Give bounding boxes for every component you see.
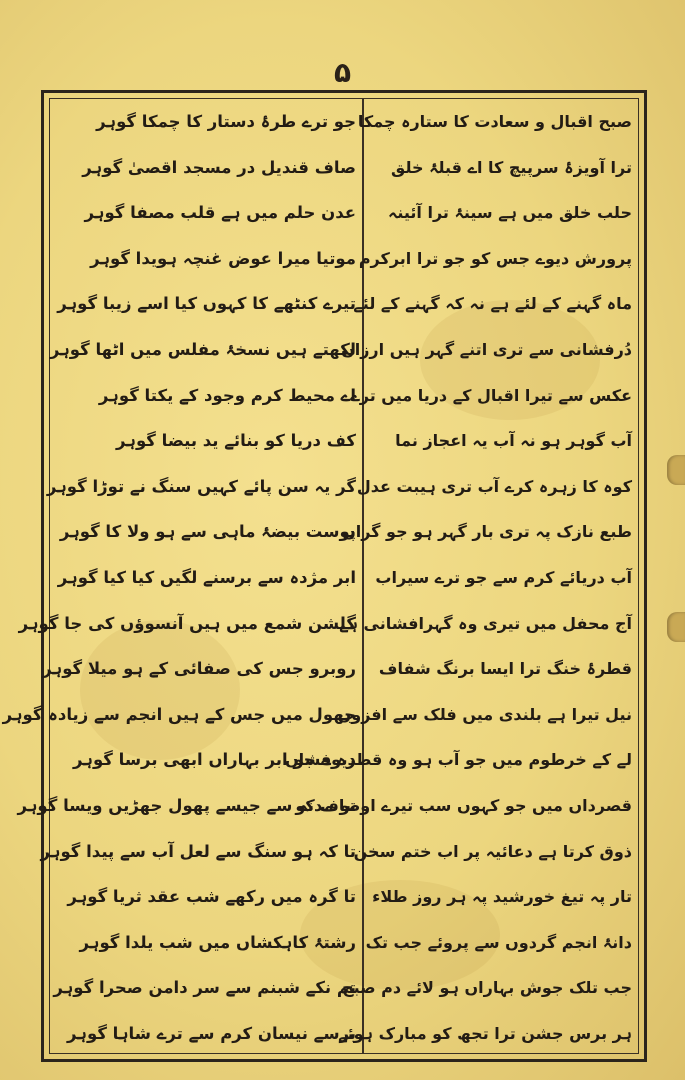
verse-line: جو ترے طرۂ دستار کا چمکا گوہر bbox=[96, 112, 356, 131]
verse-line: تیرے کنٹھے کا کہوں کیا اسے زیبا گوہر bbox=[57, 294, 356, 314]
verse-line: تم نکے شبنم سے سر دامن صحرا گوہر bbox=[53, 978, 356, 998]
binding-notch bbox=[667, 612, 685, 642]
right-verse-column bbox=[284, 108, 632, 1048]
verse-line: تو مدنہ سے جیسے پھول جھڑیں ویسا گوہر bbox=[17, 795, 356, 815]
verse-line: برسے نیسان کرم سے ترے شاہا گوہر bbox=[67, 1023, 356, 1043]
verse-line: تار پہ تیغ خورشید پہ ہر روز طلاء bbox=[372, 887, 632, 907]
verse-line: قصرداں میں جو کہوں سب تیرے اوصاف کو bbox=[295, 795, 632, 815]
verse-line: قطرۂ خنگ ترا ایسا برنگ شفاف bbox=[378, 659, 632, 679]
verse-line: ابر مژدہ سے برسنے لگیں کیا کیا گوہر bbox=[57, 567, 356, 587]
verse-line: آب گوہر ہو نہ آب یہ اعجاز نما bbox=[395, 431, 632, 451]
verse-line: گلشن شمع میں ہیں آنسوؤں کی جا گوہر bbox=[18, 613, 356, 633]
verse-line: عدن حلم میں ہے قلب مصفا گوہر bbox=[84, 203, 356, 223]
verse-line: نیل تیرا ہے بلندی میں فلک سے افزوں bbox=[337, 704, 632, 724]
verse-line: ترا آویزۂ سرپیچ کا اے قبلۂ خلق bbox=[391, 157, 632, 177]
verse-line: آج محفل میں تیری وہ گہرافشانی ہے bbox=[339, 613, 632, 633]
verse-line: پرورش دیوے جس کو جو ترا ابرکرم bbox=[358, 248, 632, 268]
verse-line: عکس سے تیرا اقبال کے دریا میں ترے bbox=[350, 385, 632, 405]
verse-line: دیوے جو ابر بہاراں ابھی برسا گوہر bbox=[73, 750, 356, 770]
column-divider bbox=[362, 98, 364, 1054]
verse-line: دانۂ انجم گردوں سے پروئے جب تک bbox=[365, 932, 632, 952]
verse-line: روبرو جس کی صفائی کے ہو میلا گوہر bbox=[42, 659, 356, 679]
verse-line: موتیا میرا عوض غنچہ ہویدا گوہر bbox=[90, 248, 356, 268]
verse-line: ذوق کرتا ہے دعائیہ پر اب ختم سخن bbox=[353, 841, 632, 861]
verse-line: ہر برس جشن ترا تجھ کو مبارک ہوئے bbox=[338, 1023, 632, 1043]
verse-line: جھول میں جس کے ہیں انجم سے زیادہ گوہر bbox=[2, 704, 356, 724]
verse-line: صبح اقبال و سعادت کا ستارہ چمکا bbox=[357, 112, 632, 131]
verse-line: کف دریا کو بنائے ید بیضا گوہر bbox=[116, 431, 356, 451]
verse-line: تا کہ ہو سنگ سے لعل آب سے پیدا گوہر bbox=[40, 841, 356, 861]
verse-line: اے محیط کرم وجود کے یکتا گوہر bbox=[98, 385, 356, 405]
verse-line: پوست بیضۂ ماہی سے ہو ولا کا گوہر bbox=[59, 522, 356, 542]
verse-line: صاف قندیل در مسجد اقصیٰ گوہر bbox=[82, 157, 356, 177]
verse-line: ماہ گہنے کے لئے ہے نہ کہ گہنے کے لئے bbox=[353, 294, 632, 314]
verse-line: آب دریائے کرم سے جو ترے سیراب bbox=[375, 567, 632, 587]
verse-line: لے کے خرطوم میں جو آب ہو وہ قطرہ فشاں bbox=[284, 750, 632, 770]
page-number: ۵ bbox=[333, 56, 352, 89]
binding-notch bbox=[667, 455, 685, 485]
left-verse-column bbox=[2, 108, 356, 1048]
verse-line: رشتۂ کاہکشاں میں شب یلدا گوہر bbox=[79, 932, 356, 952]
verse-line: گر یہ سن پائے کہیں سنگ نے توڑا گوہر bbox=[46, 476, 356, 496]
verse-line: دُرفشانی سے تری اتنے گہر ہیں ارزاں bbox=[341, 339, 632, 359]
verse-line: حلب خلق میں ہے سینۂ ترا آئینہ bbox=[387, 203, 632, 223]
verse-line: طبع نازک پہ تری بار گہر ہو جو گراں bbox=[342, 522, 632, 542]
verse-line: جب تلک جوش بہاراں ہو لائے دم صبح bbox=[342, 978, 632, 998]
verse-line: تا گرہ میں رکھے شب عقد ثریا گوہر bbox=[67, 887, 356, 907]
verse-line: کوہ کا زہرہ کرے آب تری ہیبت عدل bbox=[356, 476, 632, 496]
verse-line: لکھتے ہیں نسخۂ مفلس میں اٹھا گوہر bbox=[49, 339, 356, 359]
